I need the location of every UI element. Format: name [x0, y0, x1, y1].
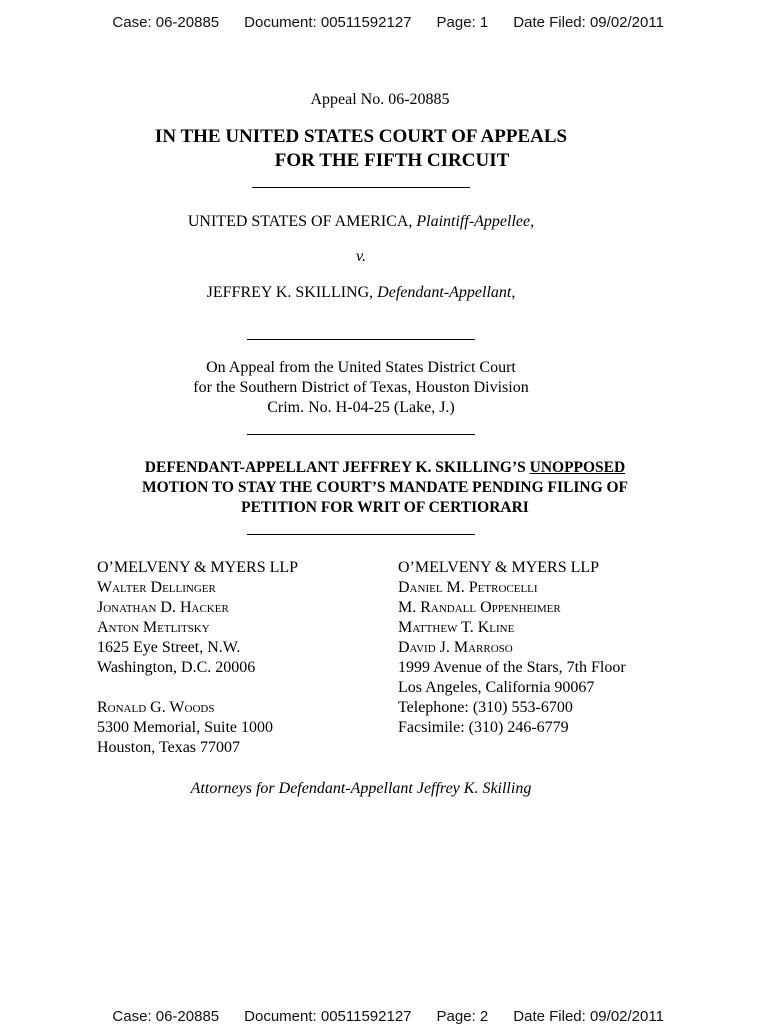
divider	[252, 187, 470, 188]
attorney-name: Matthew T. Kline	[398, 619, 515, 636]
court-name-line2: FOR THE FIFTH CIRCUIT	[274, 150, 510, 171]
attorney-name: M. Randall Oppenheimer	[398, 599, 561, 616]
city-address: Los Angeles, California 90067	[398, 679, 595, 696]
street-address: 1999 Avenue of the Stars, 7th Floor	[398, 659, 626, 676]
motion-title-line3: PETITION FOR WRIT OF CERTIORARI	[241, 499, 529, 516]
firm-name: O’MELVENY & MYERS LLP	[398, 559, 600, 576]
plaintiff-role: Plaintiff-Appellee	[416, 213, 531, 230]
date-filed: Date Filed: 09/02/2011	[513, 14, 664, 31]
counsel-right	[398, 558, 626, 738]
plaintiff-line	[0, 213, 745, 231]
appeal-number: Appeal No. 06-20885	[310, 91, 450, 108]
city-address: Washington, D.C. 20006	[97, 659, 256, 676]
telephone: Telephone: (310) 553-6700	[398, 699, 573, 716]
versus: v.	[356, 248, 366, 265]
attorney-name: Ronald G. Woods	[97, 699, 215, 716]
appeal-from-line1: On Appeal from the United States District Court	[206, 359, 516, 376]
plaintiff-name: UNITED STATES OF AMERICA,	[187, 213, 417, 230]
unopposed-label: UNOPPOSED	[529, 459, 626, 476]
motion-title-line1: DEFENDANT-APPELLANT JEFFREY K. SKILLING’S UNOPPOSED	[144, 459, 626, 476]
attorney-name: Anton Metlitsky	[97, 619, 210, 636]
case-number: Case: 06-20885	[112, 14, 220, 31]
attorney-name: Walter Dellinger	[97, 579, 216, 596]
page-header-bottom	[0, 991, 768, 1025]
facsimile: Facsimile: (310) 246-6779	[398, 719, 569, 736]
document-number: Document: 00511592127	[244, 1008, 412, 1025]
defendant-line	[0, 284, 745, 302]
motion-title-line2: MOTION TO STAY THE COURT’S MANDATE PENDING FILING OF	[141, 479, 629, 496]
page-number: Page: 1	[436, 14, 489, 31]
comma: ,	[530, 213, 535, 230]
date-filed: Date Filed: 09/02/2011	[513, 1008, 664, 1025]
attorney-name: Daniel M. Petrocelli	[398, 579, 538, 596]
firm-name: O’MELVENY & MYERS LLP	[97, 559, 299, 576]
comma: ,	[511, 284, 516, 301]
document-number: Document: 00511592127	[244, 14, 412, 31]
counsel-left	[97, 558, 298, 758]
divider	[247, 434, 475, 435]
divider	[247, 339, 475, 340]
divider	[247, 534, 475, 535]
street-address: 1625 Eye Street, N.W.	[97, 639, 241, 656]
motion-title	[60, 458, 710, 518]
defendant-name: JEFFREY K. SKILLING,	[206, 284, 378, 301]
page-header-top	[0, 0, 768, 31]
case-number: Case: 06-20885	[112, 1008, 220, 1025]
street-address: 5300 Memorial, Suite 1000	[97, 719, 273, 736]
page-number: Page: 2	[436, 1008, 489, 1025]
appeal-from-line3: Crim. No. H-04-25 (Lake, J.)	[267, 399, 455, 416]
city-address: Houston, Texas 77007	[97, 739, 241, 756]
appeal-from-line2: for the Southern District of Texas, Houston Division	[193, 379, 529, 396]
court-name-line1: IN THE UNITED STATES COURT OF APPEALS	[154, 126, 568, 147]
attorney-name: Jonathan D. Hacker	[97, 599, 229, 616]
defendant-role: Defendant-Appellant	[377, 284, 512, 301]
attorney-name: David J. Marroso	[398, 639, 513, 656]
attorneys-for: Attorneys for Defendant-Appellant Jeffrey K. Skilling	[190, 780, 532, 797]
